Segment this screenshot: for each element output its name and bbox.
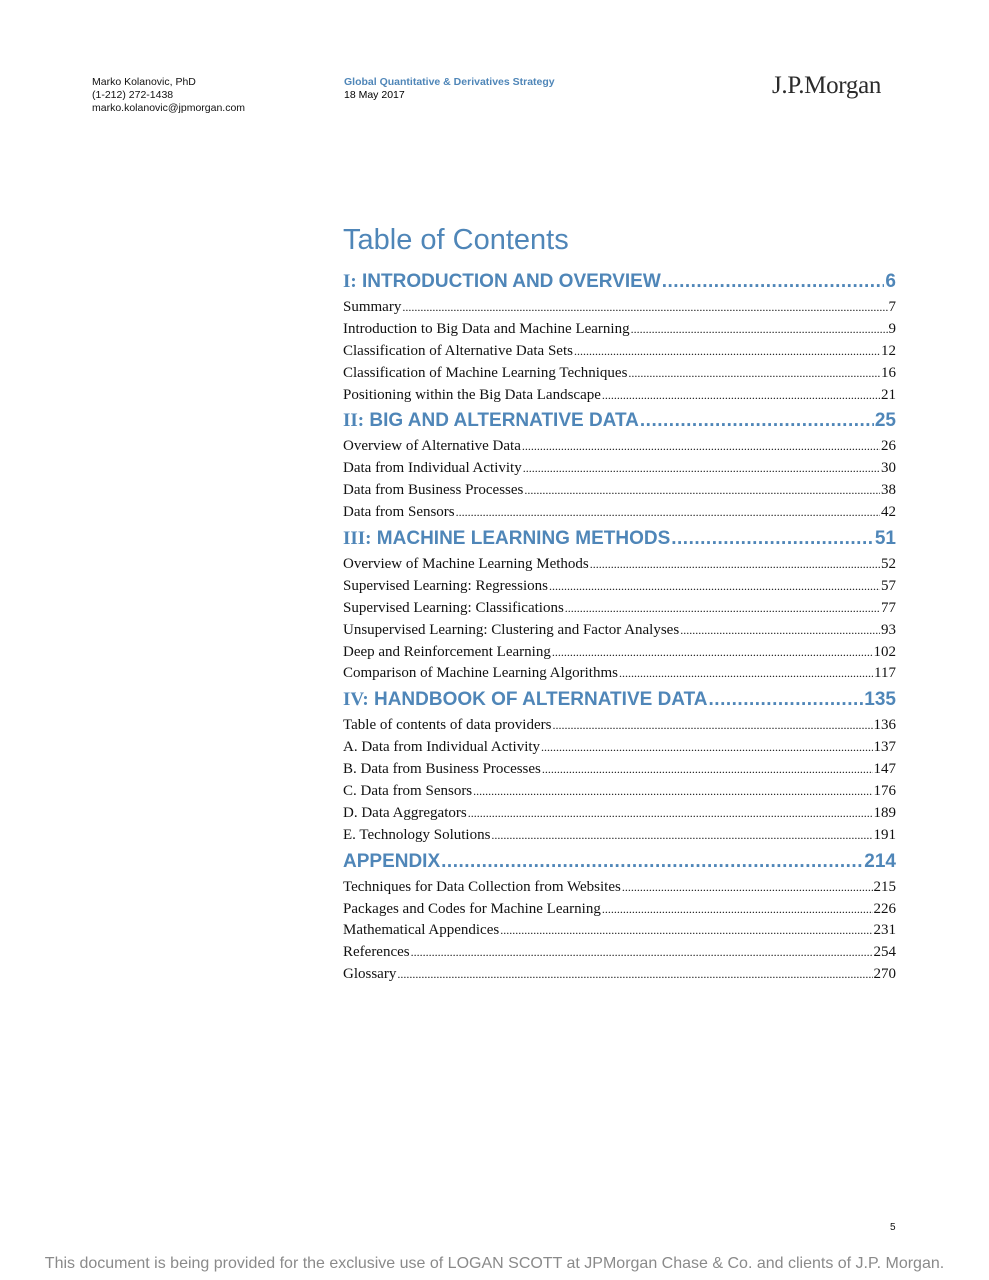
entry-page-number: 38 — [881, 482, 896, 499]
entry-page-number: 57 — [881, 577, 896, 594]
toc-entry[interactable] — [343, 877, 896, 899]
author-email[interactable]: marko.kolanovic@jpmorgan.com — [92, 102, 246, 114]
entry-page-number: 7 — [888, 299, 896, 315]
toc-entry[interactable] — [343, 502, 896, 524]
toc-entry[interactable] — [343, 964, 896, 986]
toc-entry[interactable] — [343, 598, 896, 620]
entry-label: Unsupervised Learning: Clustering and Factor Analyses — [343, 621, 680, 638]
toc-section-heading[interactable] — [343, 685, 896, 715]
entry-label: Supervised Learning: Classifications — [343, 599, 564, 616]
toc-entry[interactable] — [343, 554, 896, 576]
toc-entry[interactable] — [343, 436, 896, 458]
entry-page-number: 147 — [873, 761, 896, 778]
section-title — [343, 406, 639, 436]
report-info — [344, 76, 555, 102]
dot-leader — [542, 759, 873, 781]
dot-leader — [456, 502, 880, 524]
report-date: 18 May 2017 — [344, 89, 405, 101]
entry-page-number: 270 — [873, 966, 896, 983]
dot-leader — [565, 598, 880, 620]
section-numeral: IV: — [343, 689, 369, 711]
author-phone: (1-212) 272-1438 — [92, 89, 174, 101]
entry-label: E. Technology Solutions — [343, 826, 491, 843]
dot-leader — [602, 385, 880, 407]
entry-label: Overview of Alternative Data — [343, 438, 521, 455]
section-title-text: HANDBOOK OF ALTERNATIVE DATA — [373, 689, 708, 711]
section-numeral: I: — [343, 271, 357, 292]
toc-entry[interactable] — [343, 942, 896, 964]
toc-entry[interactable] — [343, 341, 896, 363]
entry-page-number: 191 — [873, 826, 896, 843]
entry-page-number: 117 — [874, 665, 896, 682]
section-numeral: II: — [343, 410, 365, 432]
entry-page-number: 26 — [881, 438, 896, 455]
section-title — [343, 267, 661, 297]
author-name: Marko Kolanovic, PhD — [92, 76, 196, 88]
entry-label: Mathematical Appendices — [343, 922, 500, 939]
entry-page-number: 9 — [888, 320, 896, 337]
section-page-number: 6 — [885, 271, 896, 292]
toc-entry[interactable] — [343, 899, 896, 921]
entry-label: Introduction to Big Data and Machine Learning — [343, 320, 630, 337]
dot-leader — [549, 576, 880, 598]
dot-leader — [680, 620, 880, 642]
entry-label: Overview of Machine Learning Methods — [343, 556, 589, 573]
entry-label: Deep and Reinforcement Learning — [343, 643, 551, 660]
toc-section-heading[interactable] — [343, 847, 896, 877]
entry-label: Packages and Codes for Machine Learning — [343, 900, 601, 917]
entry-label: Table of contents of data providers — [343, 717, 552, 734]
toc-entry[interactable] — [343, 715, 896, 737]
section-title — [343, 847, 440, 877]
entry-page-number: 102 — [873, 643, 896, 660]
entry-label: Supervised Learning: Regressions — [343, 577, 548, 594]
toc-entry[interactable] — [343, 737, 896, 759]
entry-label: Summary — [343, 299, 402, 315]
entry-page-number: 16 — [881, 364, 896, 381]
table-of-contents — [343, 222, 896, 986]
dot-leader — [522, 436, 880, 458]
page-number: 5 — [890, 1222, 896, 1233]
toc-section-heading[interactable] — [343, 267, 896, 297]
entry-page-number: 12 — [881, 342, 896, 359]
dot-leader — [491, 825, 872, 847]
dot-leader — [622, 877, 873, 899]
entry-page-number: 93 — [881, 621, 896, 638]
section-numeral: III: — [343, 528, 372, 550]
section-title — [343, 524, 670, 554]
section-page-number: 135 — [864, 689, 896, 711]
toc-entry[interactable] — [343, 663, 896, 685]
toc-entry[interactable] — [343, 319, 896, 341]
section-title-text: INTRODUCTION AND OVERVIEW — [362, 271, 661, 292]
entry-page-number: 254 — [873, 944, 896, 961]
section-page-number: 214 — [864, 850, 896, 872]
dot-leader — [631, 319, 888, 341]
entry-page-number: 226 — [873, 900, 896, 917]
toc-title: Table of Contents — [343, 224, 569, 256]
entry-label: A. Data from Individual Activity — [343, 739, 541, 756]
entry-page-number: 136 — [873, 717, 896, 734]
dot-leader — [671, 524, 874, 554]
dot-leader — [662, 267, 885, 297]
entry-page-number: 215 — [873, 878, 896, 895]
dot-leader — [709, 685, 864, 715]
toc-entry[interactable] — [343, 920, 896, 942]
entry-page-number: 137 — [873, 739, 896, 756]
dot-leader — [602, 899, 873, 921]
section-title-text: APPENDIX — [343, 850, 441, 872]
entry-label: References — [343, 944, 410, 961]
entry-label: Classification of Machine Learning Techniques — [343, 364, 628, 381]
section-page-number: 51 — [874, 528, 896, 550]
dot-leader — [524, 480, 880, 502]
dot-leader — [441, 847, 863, 877]
entry-label: Positioning within the Big Data Landscape — [343, 386, 601, 403]
footer-disclaimer: This document is being provided for the exclusive use of LOGAN SCOTT at JPMorgan Chase & Co. and clients of J.P. Morgan. — [44, 1255, 945, 1272]
dot-leader — [574, 341, 880, 363]
dot-leader — [523, 458, 880, 480]
author-block — [92, 76, 245, 115]
toc-entry[interactable] — [343, 781, 896, 803]
toc-entry[interactable] — [343, 576, 896, 598]
entry-page-number: 176 — [873, 783, 896, 800]
entry-label: B. Data from Business Processes — [343, 761, 541, 778]
dot-leader — [473, 781, 872, 803]
entry-label: Classification of Alternative Data Sets — [343, 342, 573, 359]
entry-label: Glossary — [343, 966, 397, 983]
entry-page-number: 42 — [881, 504, 896, 521]
entry-label: Data from Sensors — [343, 504, 455, 521]
toc-entry[interactable] — [343, 385, 896, 407]
section-page-number: 25 — [874, 410, 896, 432]
entry-page-number: 30 — [881, 460, 896, 477]
section-title — [343, 685, 708, 715]
toc-entry[interactable] — [343, 480, 896, 502]
dot-leader — [541, 737, 872, 759]
dot-leader — [628, 363, 880, 385]
dot-leader — [552, 642, 873, 664]
toc-entry[interactable] — [343, 825, 896, 847]
entry-page-number: 231 — [873, 922, 896, 939]
toc-entry[interactable] — [343, 363, 896, 385]
toc-body — [343, 267, 896, 986]
toc-entry[interactable] — [343, 642, 896, 664]
dot-leader — [619, 663, 873, 685]
section-title-text: MACHINE LEARNING METHODS — [376, 528, 671, 550]
toc-entry[interactable] — [343, 620, 896, 642]
entry-label: Techniques for Data Collection from Websites — [343, 878, 621, 895]
entry-page-number: 77 — [881, 599, 896, 616]
entry-page-number: 189 — [873, 804, 896, 821]
entry-page-number: 21 — [881, 386, 896, 403]
dot-leader — [411, 942, 873, 964]
dot-leader — [397, 964, 872, 986]
jpmorgan-logo: J.P.Morgan — [772, 72, 882, 99]
section-title-text: BIG AND ALTERNATIVE DATA — [369, 410, 639, 432]
toc-section-heading[interactable] — [343, 524, 896, 554]
dot-leader — [640, 406, 874, 436]
dot-leader — [402, 297, 887, 319]
entry-label: Data from Individual Activity — [343, 460, 522, 477]
toc-entry[interactable] — [343, 297, 896, 319]
dot-leader — [552, 715, 872, 737]
entry-label: Data from Business Processes — [343, 482, 524, 499]
dot-leader — [590, 554, 880, 576]
entry-label: C. Data from Sensors — [343, 783, 473, 800]
dot-leader — [500, 920, 872, 942]
entry-label: D. Data Aggregators — [343, 804, 467, 821]
toc-entry[interactable] — [343, 458, 896, 480]
toc-section-heading[interactable] — [343, 406, 896, 436]
toc-entry[interactable] — [343, 759, 896, 781]
dot-leader — [468, 803, 873, 825]
entry-label: Comparison of Machine Learning Algorithms — [343, 665, 618, 682]
toc-entry[interactable] — [343, 803, 896, 825]
entry-page-number: 52 — [881, 556, 896, 573]
department-name: Global Quantitative & Derivatives Strategy — [344, 76, 555, 88]
